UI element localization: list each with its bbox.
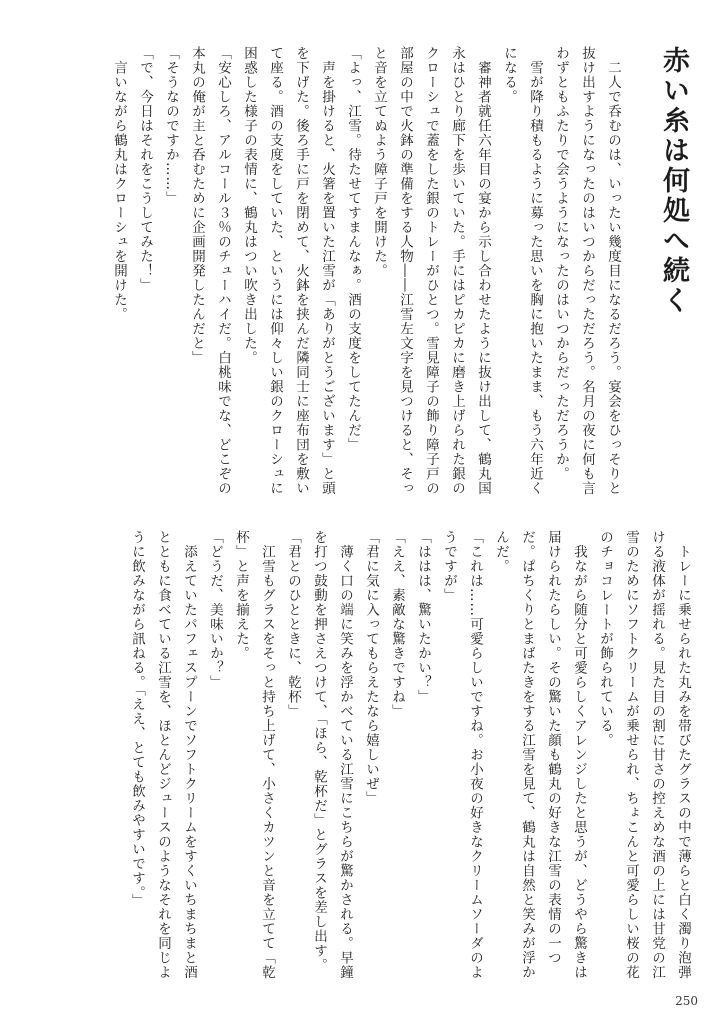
lower-text-block <box>124 530 696 982</box>
paragraph: 「ははは、驚いたかい？」 <box>415 530 431 704</box>
paragraph: 声を掛けると、火箸を置いた江雪が「ありがとうございます」と頭を下げた。後ろ手に戸を閉めて、火鉢を挟んだ隣同士に座布団を敷いて座る。酒の支度をしていた、というには仰々しい銀のクローシュに困惑した様子の表情に、鶴丸はつい吹き出した。 <box>241 46 335 496</box>
page-number: 250 <box>675 994 698 1008</box>
paragraph: 我ながら随分と可愛らしくアレンジしたと思うが、どうやら驚きは届けられたらしい。その驚いた顔も鶴丸の好きな江雪の表情の一つだ。ぱちくりとまばたきをする江雪を見て、鶴丸は自然と笑みが浮かんだ。 <box>493 530 587 980</box>
paragraph: 薄く口の端に笑みを浮かべている江雪にこちらが驚かされる。早鐘を打つ鼓動を押さえつけて、「ほら、乾杯だ」とグラスを差し出す。 <box>311 530 353 980</box>
paragraph: 「安心しろ、アルコール３％のチューハイだ。白桃味でな、どこぞの本丸の俺が主と呑むために企画開発したんだと」 <box>189 46 231 496</box>
chapter-title: 赤い糸は何処へ続く <box>658 46 689 316</box>
paragraph: 「どうだ、美味いか？」 <box>207 530 223 690</box>
paragraph: 「君に気に入ってもらえたなら嬉しいぜ」 <box>363 530 379 806</box>
paragraph: 「で、今日はそれをこうしてみた！」 <box>137 46 153 293</box>
paragraph: 「よっ、江雪。待たせてすまんなぁ。酒の支度をしてたんだ」 <box>345 46 361 452</box>
paragraph: トレーに乗せられた丸みを帯びたグラスの中で薄らと白く濁り泡弾ける液体が揺れる。見た目の割に甘さの控えめな酒の上には甘党の江雪のためにソフトクリームが乗せられ、ちょこんと可愛らしい桜の花のチョコレートが飾られている。 <box>597 530 691 980</box>
paragraph: 「ええ、素敵な驚きですね」 <box>389 530 405 719</box>
paragraph: 「そうなのですか……」 <box>163 46 179 206</box>
paragraph: 二人で呑むのは、いったい幾度目になるだろう。宴会をひっそりと抜け出すようになったのはいつからだっただろう。名月の夜に何も言わずともふたりで会うようになったのはいつからだっただろうか。 <box>553 46 621 496</box>
paragraph: 審神者就任六年目の宴から示し合わせたように抜け出して、鶴丸国永はひとり廊下を歩いていた。手にはピカピカに磨き上げられた銀のクローシュで蓋をした銀のトレーがひとつ。雪見障子の飾り障子戸の部屋の中で火鉢の準備をする人物――江雪左文字を見つけると、そっと音を立てぬよう障子戸を開けた。 <box>371 46 491 496</box>
paragraph: 雪が降り積もるように募った思いを胸に抱いたまま、もう六年近くになる。 <box>501 46 543 496</box>
paragraph: 言いながら鶴丸はクローシュを開けた。 <box>111 46 127 322</box>
paragraph: 「これは……可愛らしいですね。お小夜の好きなクリームソーダのようですが」 <box>441 530 483 980</box>
paragraph: 江雪もグラスをそっと持ち上げて、小さくカツンと音を立てて「乾杯」と声を揃えた。 <box>233 530 275 980</box>
paragraph: 「君とのひとときに、乾杯」 <box>285 530 301 719</box>
upper-text-block <box>106 46 694 502</box>
paragraph: 添えていたパフェスプーンでソフトクリームをすくいちまちまと酒とともに食べている江雪を、ほとんどジュースのようなそれを同じように飲みながら訊ねる。「ええ、とても飲みやすいです。」 <box>129 530 197 980</box>
